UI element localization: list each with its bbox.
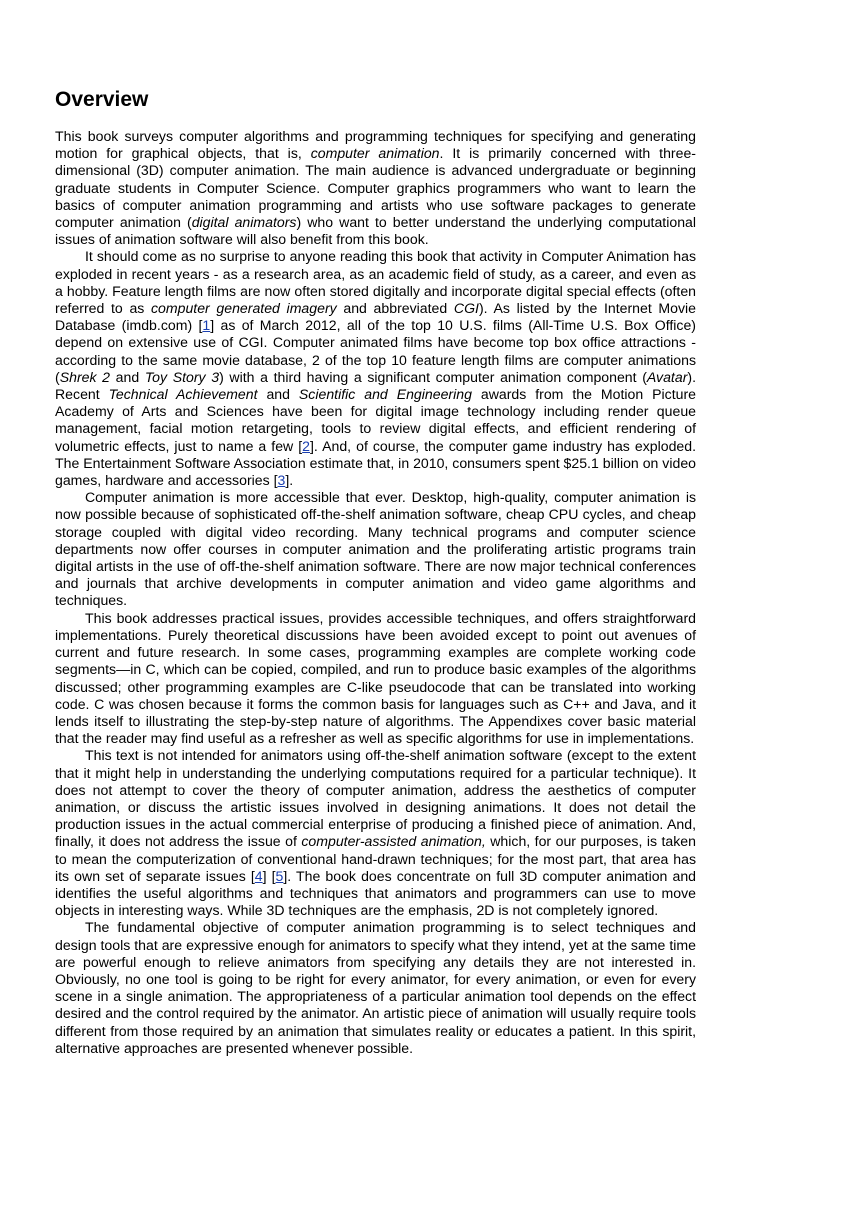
text-run: This book surveys computer algorithms and programming techniques for specifying and generating motion for graphical objects, that is, (55, 128, 696, 162)
text-run: Computer animation is more accessible that ever. Desktop, high-quality, computer animation is now possible because of sophisticated off-the-shelf animation software, cheap CPU cycles, and cheap storage coupled with digital video recording. Many technical programs and computer science departments now offer courses in computer animation and the proliferating artistic programs train digital artists in the use of off-the-shelf animation software. There are now major technical conferences and journals that archive developments in computer animation and video game algorithms and techniques. (55, 489, 696, 609)
text-run: ]. And, of course, the computer game industry has exploded. The Entertainment Software Association estimate that, in 2010, consumers spent $25.1 billion on video games, hardware and accessories [ (55, 437, 696, 489)
text-run: It should come as no surprise to anyone reading this book that activity in Computer Animation has exploded in recent years - as a research area, as an academic field of study, as a career, and even as a hobby. Feature length films are now often stored digitally and incorporate digital special effects (often referred to as (55, 248, 696, 317)
paragraph (55, 248, 696, 489)
text-run: which, for our purposes, is taken to mean the computerization of conventional hand-drawn techniques; for the most part, that area has its own set of separate issues [ (55, 833, 696, 884)
text-run: ]. (285, 472, 294, 489)
paragraph (55, 610, 696, 748)
text-run: ). Recent (55, 368, 696, 403)
document-page (55, 86, 696, 1057)
text-run: awards from the Motion Picture Academy of Arts and Sciences have been for digital image technology including render queue management, facial motion retargeting, tools to review digital effects, and efficient rendering of volumetric effects, just to name a few [ (55, 386, 696, 454)
text-run: ] as of March 2012, all of the top 10 U.S. films (All-Time U.S. Box Office) depend on extensive use of CGI. Computer animated films have become top box office attractions - according to the same movie database, 2 of the top 10 feature length films are computer animations ( (55, 317, 696, 385)
text-run: This text is not intended for animators using off-the-shelf animation software (except to the extent that it might help in understanding the underlying computations required for a particular technique). It does not attempt to cover the theory of computer animation, address the aesthetics of computer animation, or discuss the artistic issues involved in designing animations. It does not detail the production issues in the actual commercial enterprise of producing a finished piece of animation. And, finally, it does not address the issue of (55, 747, 696, 850)
citation-link[interactable]: 1 (202, 317, 211, 334)
italic-text: computer-assisted animation, (301, 833, 486, 850)
citation-link[interactable]: 4 (254, 867, 263, 884)
text-run: and (257, 386, 299, 403)
italic-text: Technical Achievement (108, 386, 258, 403)
italic-text: Scientific and Engineering (298, 386, 472, 403)
italic-text: Avatar (646, 368, 688, 385)
document-body (55, 128, 696, 1057)
paragraph (55, 919, 696, 1057)
italic-text: Toy Story 3 (144, 368, 220, 385)
text-run: ] [ (262, 867, 276, 884)
text-run: This book addresses practical issues, provides accessible techniques, and offers straightforward implementations. Purely theoretical discussions have been avoided except to point out avenues of current and future research. In some cases, programming examples are complete working code segments—in C, which can be copied, compiled, and run to produce basic examples of the algorithms discussed; other programming examples are C-like pseudocode that can be translated into working code. C was chosen because it forms the common basis for languages such as C++ and Java, and it lends itself to illustrating the step-by-step nature of algorithms. The Appendixes cover basic material that the reader may find useful as a refresher as well as specific algorithms for use in implementations. (55, 609, 696, 747)
italic-text: computer generated imagery (151, 300, 337, 317)
paragraph (55, 489, 696, 609)
citation-link[interactable]: 3 (277, 472, 286, 489)
paragraph (55, 128, 696, 248)
section-heading: Overview (55, 88, 149, 111)
citation-link[interactable]: 2 (302, 437, 311, 454)
text-run: ) who want to better understand the underlying computational issues of animation software will also benefit from this book. (55, 214, 696, 248)
italic-text: CGI (453, 300, 479, 317)
italic-text: Shrek 2 (59, 368, 111, 385)
text-run: and abbreviated (336, 300, 454, 317)
italic-text: computer animation (310, 145, 440, 162)
text-run: ) with a third having a significant computer animation component ( (219, 368, 647, 385)
text-run: ]. The book does concentrate on full 3D computer animation and identifies the useful algorithms and techniques that animators and programmers can use to move objects in interesting ways. While 3D techniques are the emphasis, 2D is not completely ignored. (55, 867, 696, 919)
paragraph (55, 747, 696, 919)
italic-text: digital animators (191, 214, 297, 231)
citation-link[interactable]: 5 (275, 867, 284, 884)
text-run: The fundamental objective of computer animation programming is to select techniques and design tools that are expressive enough for animators to specify what they intend, yet at the same time are powerful enough to relieve animators from specifying any details they are not interested in. Obviously, no one tool is going to be right for every animator, for every animation, or even for every scene in a single animation. The appropriateness of a particular animation tool depends on the effect desired and the control required by the animator. An artistic piece of animation will usually require tools different from those required by an animation that simulates reality or educates a patient. In this spirit, alternative approaches are presented whenever possible. (55, 919, 696, 1056)
text-run: . It is primarily concerned with three-dimensional (3D) computer animation. The main audience is advanced undergraduate or beginning graduate students in Computer Science. Computer graphics programmers who want to learn the basics of computer animation programming and artists who use software packages to generate computer animation ( (55, 145, 696, 231)
text-run: and (110, 368, 145, 385)
text-run: ). As listed by the Internet Movie Database (imdb.com) [ (55, 300, 697, 334)
